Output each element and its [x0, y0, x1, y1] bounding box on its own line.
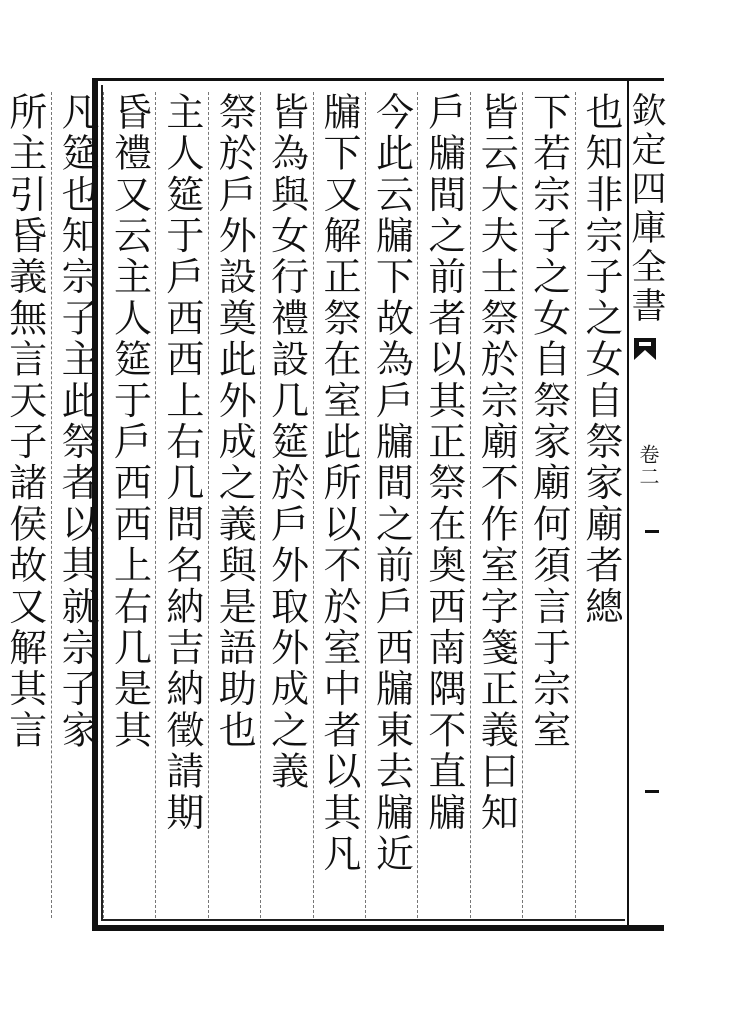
text-column: [0, 92, 51, 918]
inner-border-bottom: [101, 919, 625, 921]
text-column: [103, 92, 155, 918]
column-text: 戶牖間之前者以其正祭在奥西南隅不直牖: [421, 92, 466, 834]
column-text: 凡筵也知宗子主此祭者以其就宗子家: [55, 92, 100, 752]
column-text: 所主引昏義無言天子諸侯故又解其言: [2, 92, 47, 752]
column-text: 祭於戶外設奠此外成之義與是語助也: [212, 92, 257, 752]
text-body: [2, 92, 627, 918]
text-column: [51, 92, 103, 918]
text-column: [522, 92, 574, 918]
banner-mark: [645, 530, 659, 533]
fish-tail-mark-icon: [633, 336, 657, 362]
text-column: [365, 92, 417, 918]
column-text: 也知非宗子之女自祭家廟者總: [579, 92, 623, 628]
text-column: [470, 92, 522, 918]
column-text: 牖下又解正祭在室此所以不於室中者以其凡: [317, 92, 362, 875]
text-column: [417, 92, 469, 918]
volume-label: 卷二: [636, 444, 660, 488]
text-column: [155, 92, 207, 918]
text-column: [575, 92, 627, 918]
column-text: 昏禮又云主人筵于戶西西上右几是其: [107, 92, 152, 752]
column-text: 今此云牖下故為戶牖間之前戶西牖東去牖近: [369, 92, 414, 875]
text-column: [260, 92, 312, 918]
column-text: 皆云大夫士祭於宗廟不作室字箋正義曰知: [474, 92, 519, 834]
column-text: 下若宗子之女自祭家廟何須言于宗室: [526, 92, 571, 752]
text-column: [208, 92, 260, 918]
book-title: 欽定四庫全書: [626, 92, 666, 326]
text-column: [313, 92, 365, 918]
column-text: 皆為與女行禮設几筵於戶外取外成之義: [264, 92, 309, 793]
banner-mark: [645, 790, 659, 793]
column-text: 主人筵于戶西西上右几問名納吉納徵請期: [159, 92, 204, 834]
